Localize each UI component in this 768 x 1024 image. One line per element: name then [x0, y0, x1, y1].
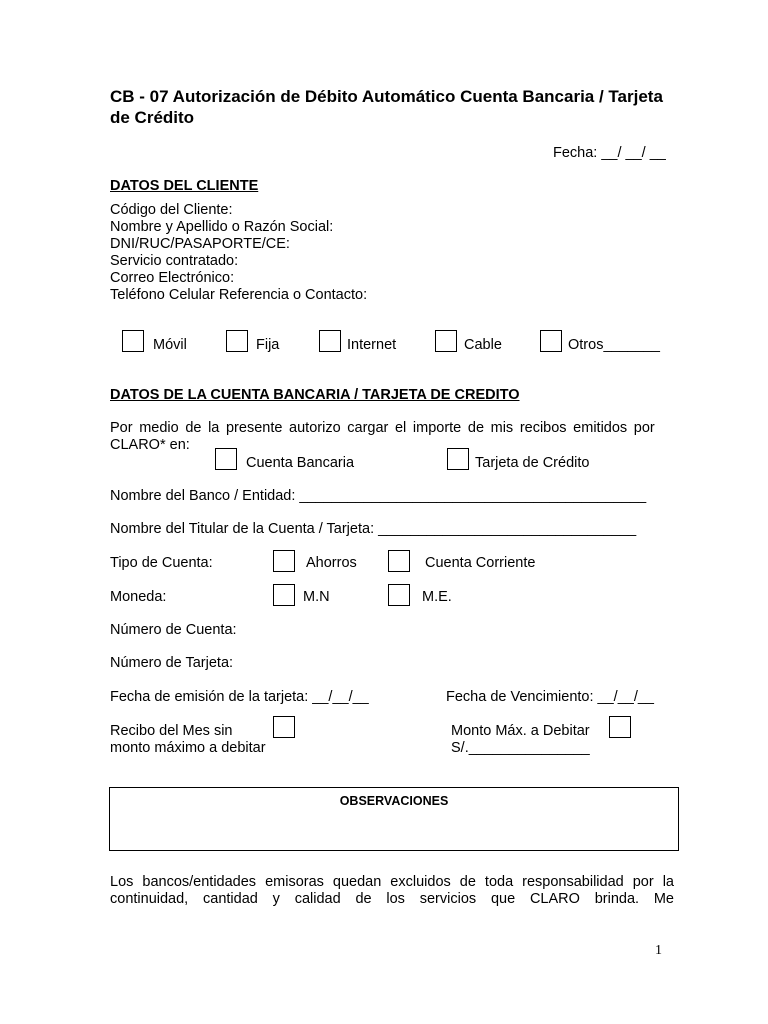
label-fija: Fija — [256, 337, 280, 353]
label-tarjeta-credito: Tarjeta de Crédito — [475, 455, 590, 471]
date-field[interactable]: Fecha: __/ __/ __ — [553, 145, 666, 161]
checkbox-ahorros[interactable] — [273, 550, 295, 572]
field-nombre-titular[interactable]: Nombre del Titular de la Cuenta / Tarjeta: ________________________________ — [110, 521, 637, 537]
section-heading-cuenta: DATOS DE LA CUENTA BANCARIA / TARJETA DE CREDITO — [110, 387, 520, 403]
label-cuenta-corriente: Cuenta Corriente — [425, 555, 536, 571]
field-numero-cuenta[interactable]: Número de Cuenta: — [110, 622, 237, 638]
checkbox-cable[interactable] — [435, 330, 457, 352]
checkbox-fija[interactable] — [226, 330, 248, 352]
field-codigo-cliente[interactable]: Código del Cliente: — [110, 202, 233, 218]
field-servicio-contratado[interactable]: Servicio contratado: — [110, 253, 239, 269]
label-recibo-line-2: monto máximo a debitar — [110, 740, 266, 756]
checkbox-otros[interactable] — [540, 330, 562, 352]
checkbox-tarjeta-credito[interactable] — [447, 448, 469, 470]
checkbox-moneda-me[interactable] — [388, 584, 410, 606]
checkbox-sin-monto-maximo[interactable] — [273, 716, 295, 738]
label-cuenta-bancaria: Cuenta Bancaria — [246, 455, 355, 471]
checkbox-cuenta-bancaria[interactable] — [215, 448, 237, 470]
field-fecha-emision[interactable]: Fecha de emisión de la tarjeta: __/__/__ — [110, 689, 369, 705]
section-heading-cliente: DATOS DEL CLIENTE — [110, 178, 259, 194]
checkbox-moneda-mn[interactable] — [273, 584, 295, 606]
disclaimer-line-2: continuidad, cantidad y calidad de los servicios que CLARO brinda. Me — [110, 891, 674, 907]
checkbox-monto-maximo[interactable] — [609, 716, 631, 738]
label-recibo-line-1: Recibo del Mes sin — [110, 723, 233, 739]
field-monto-soles[interactable]: S/._______________ — [451, 740, 590, 756]
label-moneda-me: M.E. — [422, 589, 452, 605]
label-ahorros: Ahorros — [306, 555, 357, 571]
checkbox-cuenta-corriente[interactable] — [388, 550, 410, 572]
field-numero-tarjeta[interactable]: Número de Tarjeta: — [110, 655, 234, 671]
field-telefono[interactable]: Teléfono Celular Referencia o Contacto: — [110, 287, 368, 303]
label-tipo-cuenta: Tipo de Cuenta: — [110, 555, 213, 571]
observaciones-box[interactable] — [109, 787, 679, 851]
disclaimer-line-1: Los bancos/entidades emisoras quedan excluidos de toda responsabilidad por la — [110, 874, 674, 890]
field-nombre-razon-social[interactable]: Nombre y Apellido o Razón Social: — [110, 219, 334, 235]
label-otros[interactable]: Otros_______ — [568, 337, 660, 353]
field-fecha-vencimiento[interactable]: Fecha de Vencimiento: __/__/__ — [446, 689, 654, 705]
label-movil: Móvil — [153, 337, 187, 353]
checkbox-internet[interactable] — [319, 330, 341, 352]
intro-line-1 — [110, 420, 674, 437]
intro-line-2: CLARO* en: — [110, 437, 190, 453]
field-documento[interactable]: DNI/RUC/PASAPORTE/CE: — [110, 236, 290, 252]
label-cable: Cable — [464, 337, 502, 353]
checkbox-movil[interactable] — [122, 330, 144, 352]
label-internet: Internet — [347, 337, 397, 353]
label-moneda: Moneda: — [110, 589, 167, 605]
document-title: CB - 07 Autorización de Débito Automático Cuenta Bancaria / Tarjeta de Crédito — [110, 87, 663, 127]
intro-text-1: Por medio de la presente autorizo cargar el importe de mis recibos emitidos por — [110, 420, 655, 436]
label-monto-maximo: Monto Máx. a Debitar — [451, 723, 590, 739]
label-moneda-mn: M.N — [303, 589, 330, 605]
page-number: 1 — [655, 943, 662, 958]
observaciones-title: OBSERVACIONES — [339, 794, 449, 808]
field-nombre-banco[interactable]: Nombre del Banco / Entidad: ___________________________________________ — [110, 488, 647, 504]
field-correo[interactable]: Correo Electrónico: — [110, 270, 235, 286]
